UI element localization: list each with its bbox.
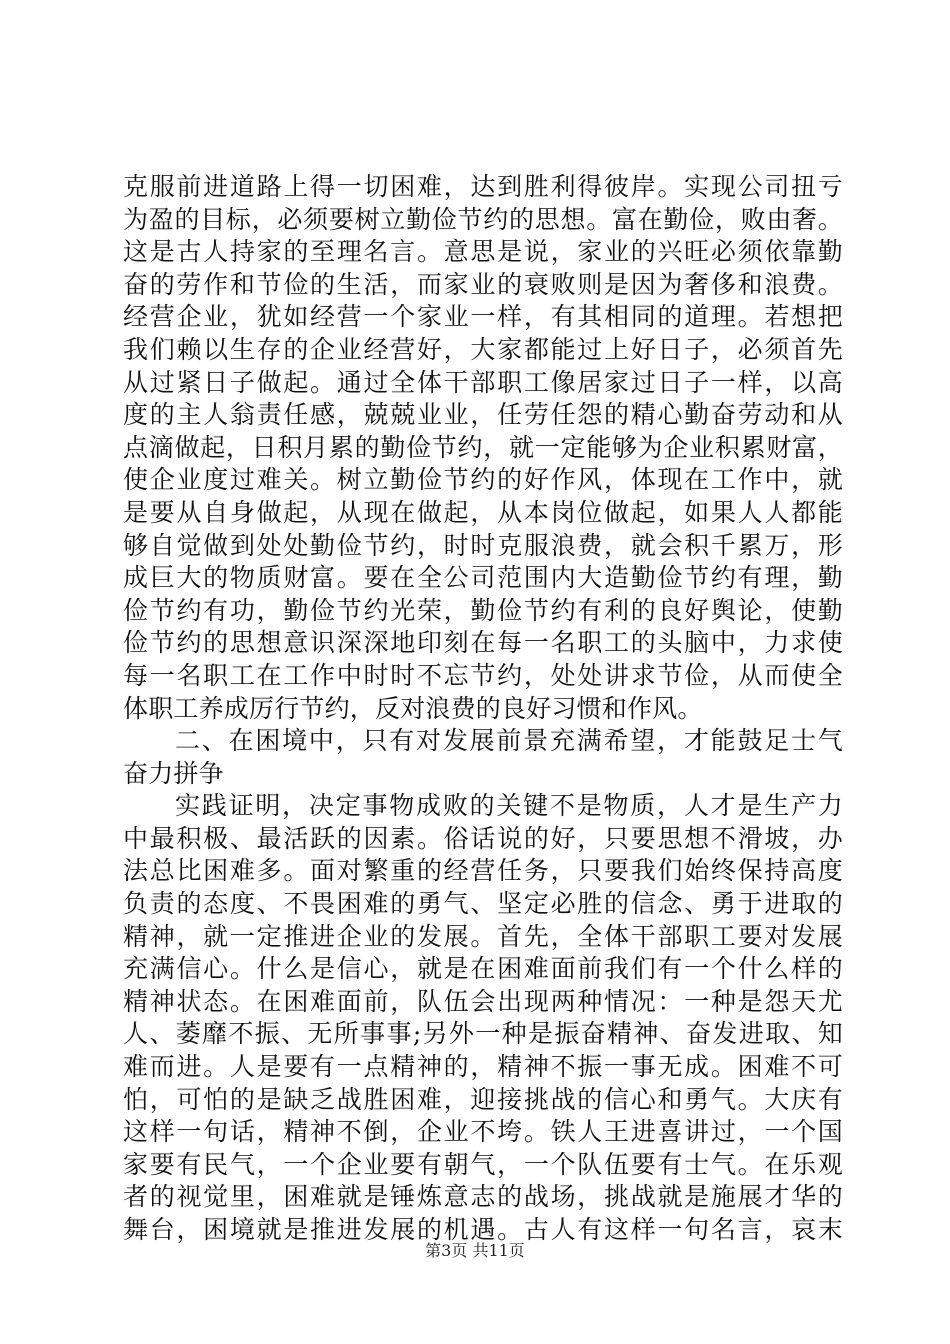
text-line: 成巨大的物质财富。要在全公司范围内大造勤俭节约有理，勤 [123,563,843,593]
text-line: 为盈的目标，必须要树立勤俭节约的思想。富在勤俭，败由奢。 [123,204,843,234]
text-line: 中最积极、最活跃的因素。俗话说的好，只要思想不滑坡，办 [123,823,843,853]
text-line: 家要有民气，一个企业要有朝气，一个队伍要有士气。在乐观 [123,1149,843,1179]
text-line: 点滴做起，日积月累的勤俭节约，就一定能够为企业积累财富， [123,432,843,462]
text-line: 够自觉做到处处勤俭节约，时时克服浪费，就会积千累万，形 [123,530,843,560]
text-line: 度的主人翁责任感，兢兢业业，任劳任怨的精心勤奋劳动和从 [123,400,843,430]
text-line: 人、萎靡不振、无所事事;另外一种是振奋精神、奋发进取、知 [123,1019,843,1049]
text-line: 我们赖以生存的企业经营好，大家都能过上好日子，必须首先 [123,334,843,364]
text-line: 精神，就一定推进企业的发展。首先，全体干部职工要对发展 [123,921,843,951]
document-body [123,171,843,1247]
text-line: 负责的态度、不畏困难的勇气、坚定必胜的信念、勇于进取的 [123,889,843,919]
text-line: 奋力拼争 [123,758,224,788]
text-line: 实践证明，决定事物成败的关键不是物质，人才是生产力 [175,791,843,821]
text-line: 法总比困难多。面对繁重的经营任务，只要我们始终保持高度 [123,856,843,886]
text-line: 难而进。人是要有一点精神的，精神不振一事无成。困难不可 [123,1052,843,1082]
text-line: 经营企业，犹如经营一个家业一样，有其相同的道理。若想把 [123,302,843,332]
text-line: 这样一句话，精神不倒，企业不垮。铁人王进喜讲过，一个国 [123,1117,843,1147]
text-line: 从过紧日子做起。通过全体干部职工像居家过日子一样，以高 [123,367,843,397]
text-line: 体职工养成厉行节约，反对浪费的良好习惯和作风。 [123,693,703,723]
text-line: 舞台，困境就是推进发展的机遇。古人有这样一句名言，哀末 [123,1215,843,1244]
text-line: 充满信心。什么是信心，就是在困难面前我们有一个什么样的 [123,954,843,984]
text-line: 这是古人持家的至理名言。意思是说，家业的兴旺必须依靠勤 [123,237,843,267]
text-line: 怕，可怕的是缺乏战胜困难，迎接挑战的信心和勇气。大庆有 [123,1084,843,1114]
text-line: 俭节约有功，勤俭节约光荣，勤俭节约有利的良好舆论，使勤 [123,595,843,625]
text-line: 每一名职工在工作中时时不忘节约，处处讲求节俭，从而使全 [123,660,843,690]
page-footer: 第3页 共11页 [425,1241,525,1260]
text-line: 二、在困境中，只有对发展前景充满希望，才能鼓足士气 [175,726,843,756]
text-line: 奋的劳作和节俭的生活，而家业的衰败则是因为奢侈和浪费。 [123,269,843,299]
text-line: 者的视觉里，困难就是锤炼意志的战场，挑战就是施展才华的 [123,1182,843,1212]
text-line: 是要从自身做起，从现在做起，从本岗位做起，如果人人都能 [123,497,843,527]
text-line: 精神状态。在困难面前，队伍会出现两种情况：一种是怨天尤 [123,986,843,1016]
text-line: 俭节约的思想意识深深地印刻在每一名职工的头脑中，力求使 [123,628,843,658]
text-line: 克服前进道路上得一切困难，达到胜利得彼岸。实现公司扭亏 [123,172,843,201]
text-line: 使企业度过难关。树立勤俭节约的好作风，体现在工作中，就 [123,465,843,495]
